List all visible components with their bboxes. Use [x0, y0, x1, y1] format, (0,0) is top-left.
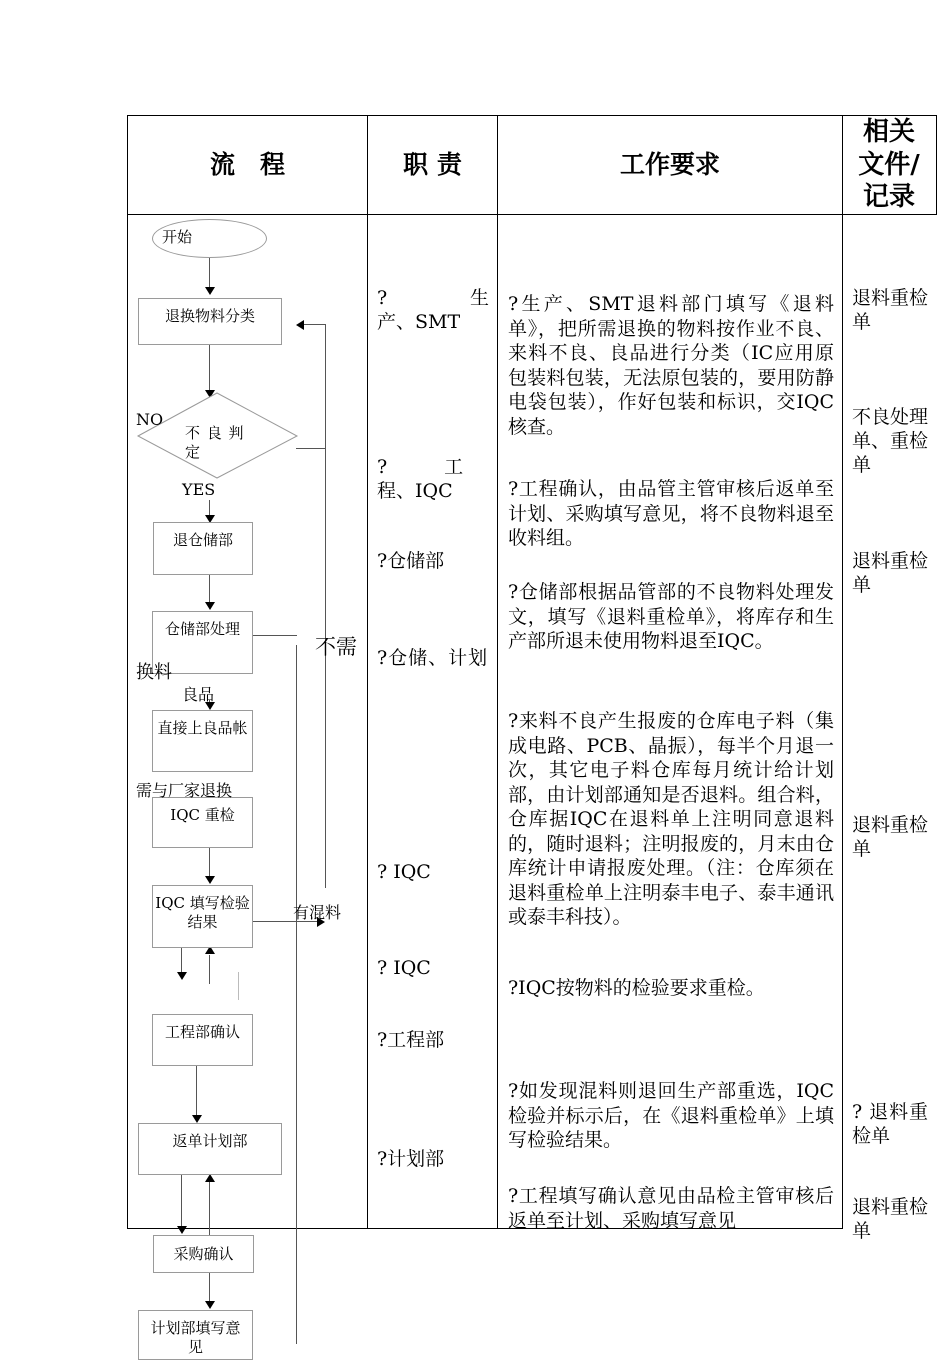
- req-eng-opinion-text: ?工程填写确认意见由品检主管审核后返单至计划、采购填写意见: [508, 1185, 834, 1232]
- connector: [238, 972, 239, 1000]
- return-warehouse-box: 退仓储部: [153, 522, 253, 575]
- header-responsibility: 职 责: [403, 150, 462, 180]
- arrow-down: [205, 287, 215, 295]
- table-col-divider-1: [367, 115, 368, 1229]
- plan-fill-label: 计划部填写意见: [150, 1319, 241, 1356]
- arrow-left: [296, 320, 304, 330]
- header-process: 流 程: [209, 150, 285, 180]
- resp-production: ? 生产、SMT: [377, 287, 489, 333]
- start-label: 开始: [162, 228, 193, 246]
- rec-1: 退料重检单: [852, 287, 929, 333]
- req-iqc-recheck: ?IQC按物料的检验要求重检。: [508, 977, 765, 999]
- start-oval: [152, 219, 267, 258]
- connector: [181, 1175, 182, 1227]
- connector: [209, 1273, 210, 1303]
- connector: [304, 324, 325, 325]
- eng-confirm-box: 工程部确认: [152, 1014, 253, 1066]
- resp-iqc-2: ? IQC: [377, 957, 431, 979]
- resp-warehouse-plan: ?仓储、计划: [377, 647, 489, 669]
- connector: [209, 848, 210, 878]
- connector: [325, 324, 326, 888]
- req-incoming-defect: ?来料不良产生报废的仓库电子料（集成电路、PCB、晶振），每半个月退一次，其它电子料仓库每月统计给计划部，由计划部通知是否退料。组合料，仓库据IQC在退料单上注明同意退料的，随时退料；注明报废的，月末由仓库统计申请报废处理。（注：仓库须在退料重检单上注明泰丰电子、泰丰通讯或泰丰科技）。: [508, 710, 834, 928]
- table-border-right: [936, 115, 937, 215]
- mixed-label: 有混料: [293, 903, 342, 922]
- rec-4: 退料重检单: [852, 814, 929, 860]
- connector: [296, 645, 297, 1344]
- req-mixed: ?如发现混料则退回生产部重选，IQC检验并标示后，在《退料重检单》上填写检验结果。: [508, 1080, 834, 1151]
- arrow-down: [205, 876, 215, 884]
- connector: [209, 955, 210, 984]
- connector: [209, 575, 210, 604]
- rec-5: ? 退料重检单: [852, 1101, 928, 1147]
- no-label: NO: [136, 410, 164, 429]
- yes-label: YES: [182, 480, 216, 499]
- header-requirements: 工作要求: [619, 150, 720, 180]
- resp-warehouse: ?仓储部: [377, 550, 445, 572]
- arrow-down: [205, 1301, 215, 1309]
- rec-6: 退料重检单: [852, 1196, 929, 1242]
- return-plan-box: 返单计划部: [138, 1123, 282, 1175]
- connector: [196, 1066, 197, 1118]
- connector: [253, 635, 297, 636]
- not-need-label: 不需: [315, 635, 357, 659]
- connector: [209, 345, 210, 393]
- purchase-confirm-box: 采购确认: [153, 1235, 254, 1273]
- rec-3: 退料重检单: [852, 550, 929, 596]
- resp-eng-dept: ?工程部: [377, 1029, 445, 1051]
- need-vendor-label: 需与厂家退换: [136, 781, 233, 800]
- resp-plan-dept: ?计划部: [377, 1148, 445, 1170]
- connector: [296, 448, 325, 449]
- req-return-form: ?生产、SMT退料部门填写《退料单》，把所需退换的物料按作业不良、来料不良、良品进行分类（IC应用原包装料包装，无法原包装的，要用防静电袋包装），作好包装和标识，交IQC核查。: [508, 293, 834, 438]
- arrow-up: [205, 1174, 215, 1182]
- arrow-down: [205, 602, 215, 610]
- plan-fill-box: [138, 1310, 253, 1360]
- connector: [181, 948, 182, 973]
- arrow-down: [177, 972, 187, 980]
- iqc-recheck-box: IQC 重检: [152, 797, 253, 848]
- req-warehouse: ?仓储部根据品管部的不良物料处理发文，填写《退料重检单》，将库存和生产部所退未使用物料退至IQC。: [508, 581, 834, 652]
- arrow-down: [192, 1115, 202, 1123]
- table-col-divider-2: [497, 115, 498, 1229]
- req-eng-opinion: [508, 1184, 834, 1240]
- connector: [209, 1182, 210, 1235]
- good-label: 良品: [182, 685, 215, 704]
- direct-good-box: 直接上良品帐: [152, 710, 253, 772]
- header-records: 相关文件/记录: [858, 117, 920, 213]
- arrow-down: [177, 1226, 187, 1234]
- warehouse-process-box: 仓储部处理: [152, 611, 253, 674]
- judge-label: 不 良 判 定: [185, 424, 245, 461]
- rec-2: 不良处理单、重检单: [852, 406, 929, 476]
- table-header-divider: [127, 214, 937, 215]
- resp-iqc-1: ? IQC: [377, 861, 431, 883]
- table-col-divider-3: [842, 115, 843, 1229]
- iqc-fill-box: IQC 填写检验结果: [152, 885, 253, 948]
- classify-box: 退换物料分类: [138, 298, 282, 345]
- table-border-left: [127, 115, 128, 1229]
- exchange-label: 换料: [136, 662, 172, 683]
- req-engineering-confirm: ?工程确认，由品管主管审核后返单至计划、采购填写意见，将不良物料退至收料组。: [508, 478, 834, 549]
- resp-engineering: ? 工程、IQC: [377, 456, 464, 502]
